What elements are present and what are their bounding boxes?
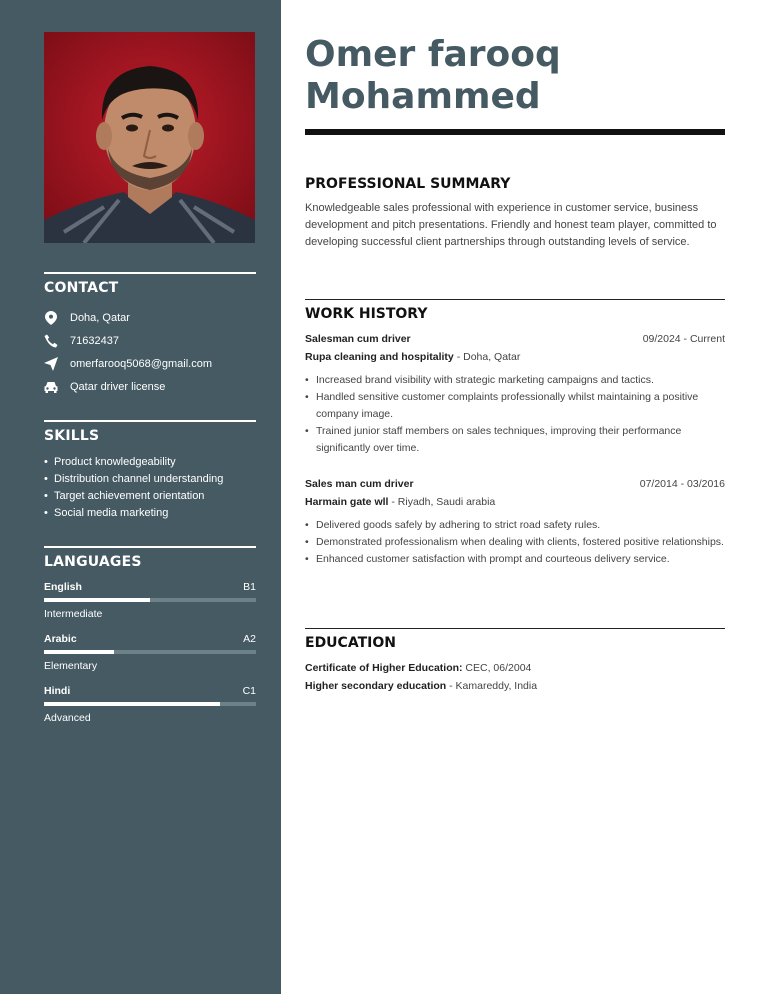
language-english — [44, 580, 256, 632]
job-duty: • Demonstrated professionalism when dealing with clients, fostered positive relationships. — [305, 534, 725, 551]
education-item — [305, 659, 725, 677]
job-duty: • Delivered goods safely by adhering to strict road safety rules. — [305, 517, 725, 534]
candidate-name-line2: Mohammed — [305, 76, 541, 117]
education-detail: - Kamareddy, India — [446, 680, 538, 692]
contact-location-text: Doha, Qatar — [70, 311, 130, 324]
education-section — [305, 628, 725, 695]
language-level: Advanced — [44, 712, 91, 724]
language-hindi — [44, 684, 256, 736]
candidate-name — [305, 34, 561, 118]
language-name: Arabic — [44, 633, 77, 645]
car-icon — [44, 380, 58, 394]
send-icon — [44, 357, 58, 371]
job-duty: • Enhanced customer satisfaction with prompt and courteous delivery service. — [305, 551, 725, 568]
education-detail: CEC, 06/2004 — [462, 662, 532, 674]
name-underline — [305, 129, 725, 135]
summary-section — [305, 176, 725, 251]
language-proficiency-bar — [44, 598, 256, 602]
job-dates: 09/2024 - Current — [642, 333, 725, 345]
skills-section — [44, 420, 256, 522]
language-proficiency-bar — [44, 650, 256, 654]
job-location: - Doha, Qatar — [456, 351, 521, 363]
job-duties — [305, 372, 725, 457]
skill-item: • Target achievement orientation — [44, 488, 256, 505]
education-divider — [305, 628, 725, 629]
contact-email — [44, 352, 256, 375]
language-proficiency-fill — [44, 598, 150, 602]
language-name: Hindi — [44, 685, 71, 697]
job-duty: • Increased brand visibility with strategic marketing campaigns and tactics. — [305, 372, 725, 389]
language-code: B1 — [243, 581, 256, 593]
job-company-line — [305, 493, 725, 511]
job-duty: • Handled sensitive customer complaints professionally whilst maintaining a positive company image. — [305, 389, 725, 423]
language-code: A2 — [243, 633, 256, 645]
language-proficiency-fill — [44, 702, 220, 706]
education-title: Certificate of Higher Education: — [305, 662, 463, 674]
work-history-heading: WORK HISTORY — [305, 306, 428, 322]
job-entry — [305, 475, 725, 568]
contact-location — [44, 306, 256, 329]
contact-section — [44, 272, 256, 398]
contact-phone-text: 71632437 — [70, 334, 119, 347]
job-entry — [305, 330, 725, 457]
education-heading: EDUCATION — [305, 635, 396, 651]
profile-photo — [44, 32, 255, 243]
language-name: English — [44, 581, 82, 593]
skill-item: • Distribution channel understanding — [44, 471, 256, 488]
job-company-line — [305, 348, 725, 366]
contact-license — [44, 375, 256, 398]
phone-icon — [44, 334, 58, 348]
skills-heading: SKILLS — [44, 428, 100, 444]
job-location: - Riyadh, Saudi arabia — [391, 496, 496, 508]
language-arabic — [44, 632, 256, 684]
summary-heading: PROFESSIONAL SUMMARY — [305, 176, 511, 192]
job-company: Rupa cleaning and hospitality — [305, 351, 454, 363]
sidebar — [0, 0, 281, 994]
contact-phone — [44, 329, 256, 352]
job-duties — [305, 517, 725, 568]
job-dates: 07/2014 - 03/2016 — [639, 478, 725, 490]
languages-divider — [44, 546, 256, 548]
language-level: Intermediate — [44, 608, 103, 620]
languages-heading: LANGUAGES — [44, 554, 142, 570]
contact-divider — [44, 272, 256, 274]
education-title: Higher secondary education — [305, 680, 447, 692]
language-code: C1 — [242, 685, 256, 697]
language-proficiency-fill — [44, 650, 114, 654]
contact-license-text: Qatar driver license — [70, 380, 166, 393]
work-history-section — [305, 299, 725, 568]
language-level: Elementary — [44, 660, 98, 672]
location-pin-icon — [44, 311, 58, 325]
contact-heading: CONTACT — [44, 280, 119, 296]
work-history-divider — [305, 299, 725, 300]
languages-section — [44, 546, 256, 736]
job-title: Sales man cum driver — [305, 478, 414, 490]
candidate-name-line1: Omer farooq — [305, 34, 561, 75]
skills-list — [44, 454, 256, 522]
job-company: Harmain gate wll — [305, 496, 389, 508]
job-title: Salesman cum driver — [305, 333, 411, 345]
summary-text: Knowledgeable sales professional with experience in customer service, business development and pitch presentations. Friendly and honest team player, committed to developing successful client partnerships through outstanding levels of service. — [305, 202, 717, 248]
skills-divider — [44, 420, 256, 422]
skill-item: • Product knowledgeability — [44, 454, 256, 471]
job-duty: • Trained junior staff members on sales techniques, improving their performance significantly over time. — [305, 423, 725, 457]
education-item — [305, 677, 725, 695]
skill-item: • Social media marketing — [44, 505, 256, 522]
language-proficiency-bar — [44, 702, 256, 706]
contact-email-text: omerfarooq5068@gmail.com — [70, 357, 213, 370]
